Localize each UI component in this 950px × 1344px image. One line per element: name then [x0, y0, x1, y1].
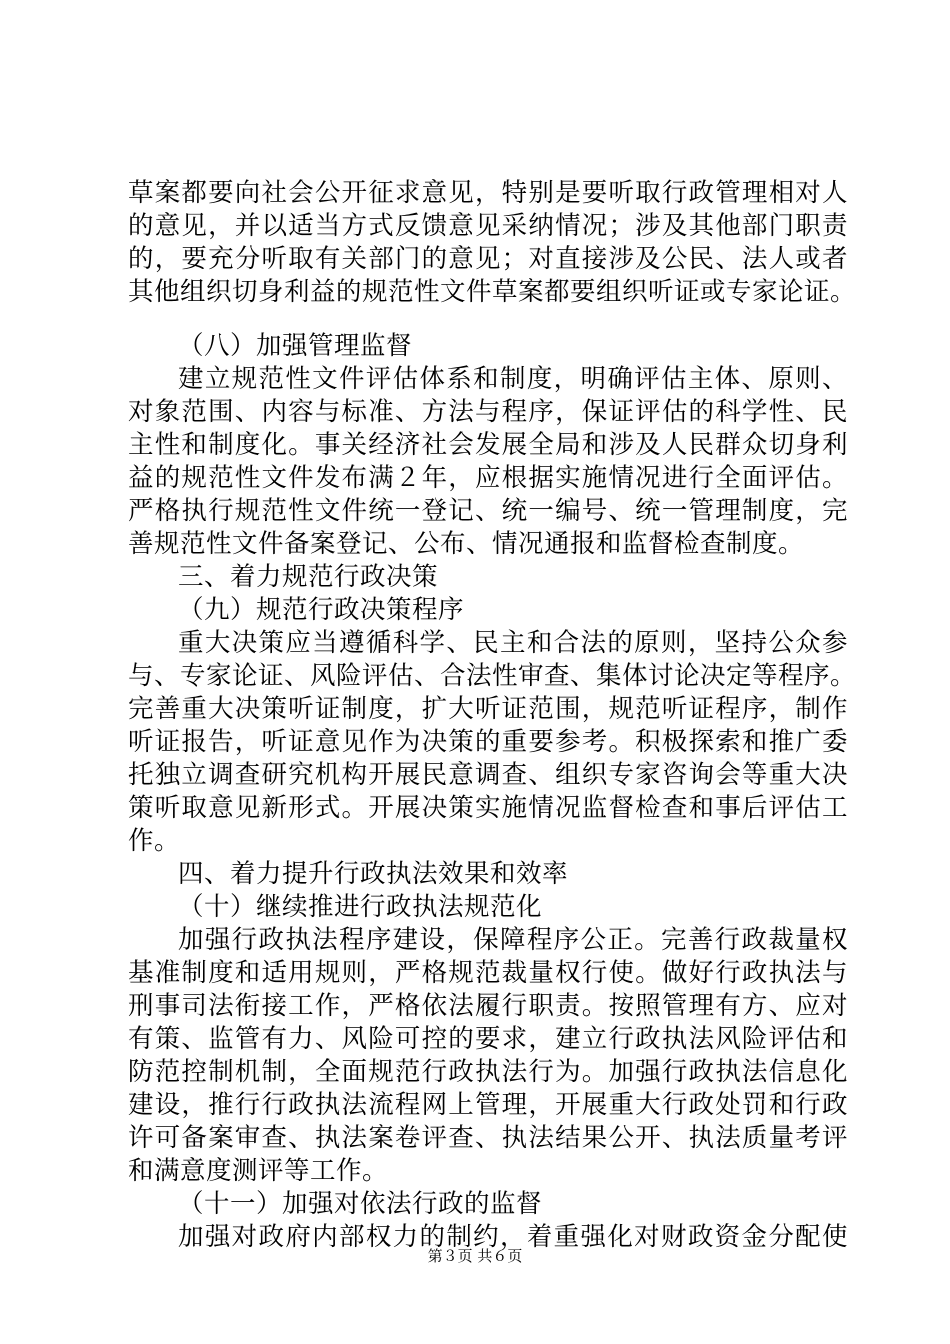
body-line: 建立规范性文件评估体系和制度，明确评估主体、原则、 [178, 364, 848, 394]
body-line: 严格执行规范性文件统一登记、统一编号、统一管理制度，完 [128, 496, 848, 526]
body-line: 善规范性文件备案登记、公布、情况通报和监督检查制度。 [128, 529, 805, 559]
body-line: 策听取意见新形式。开展决策实施情况监督检查和事后评估工 [128, 793, 848, 823]
chapter-heading: 三、着力规范行政决策 [178, 562, 439, 592]
body-line: 的意见，并以适当方式反馈意见采纳情况；涉及其他部门职责 [128, 211, 848, 241]
body-line: 益的规范性文件发布满２年，应根据实施情况进行全面评估。 [128, 463, 848, 493]
section-heading: （九）规范行政决策程序 [178, 595, 465, 625]
body-line: 对象范围、内容与标准、方法与程序，保证评估的科学性、民 [128, 397, 848, 427]
body-line: 作。 [128, 826, 181, 856]
body-line: 的，要充分听取有关部门的意见；对直接涉及公民、法人或者 [128, 244, 848, 274]
page-number-footer: 第３页 共６页 [427, 1247, 523, 1265]
body-line: 与、专家论证、风险评估、合法性审查、集体讨论决定等程序。 [128, 661, 857, 691]
section-heading: （十）继续推进行政执法规范化 [178, 892, 543, 922]
section-heading: （十一）加强对依法行政的监督 [178, 1189, 543, 1219]
body-line: 完善重大决策听证制度，扩大听证范围，规范听证程序，制作 [128, 694, 848, 724]
chapter-heading: 四、着力提升行政执法效果和效率 [178, 859, 569, 889]
body-line: 刑事司法衔接工作，严格依法履行职责。按照管理有方、应对 [128, 991, 848, 1021]
body-line: 加强对政府内部权力的制约，着重强化对财政资金分配使 [178, 1222, 848, 1252]
body-line: 许可备案审查、执法案卷评查、执法结果公开、执法质量考评 [128, 1123, 848, 1153]
body-line: 建设，推行行政执法流程网上管理，开展重大行政处罚和行政 [128, 1090, 848, 1120]
body-line: 其他组织切身利益的规范性文件草案都要组织听证或专家论证。 [128, 277, 857, 307]
body-line: 加强行政执法程序建设，保障程序公正。完善行政裁量权 [178, 925, 848, 955]
body-line: 草案都要向社会公开征求意见，特别是要听取行政管理相对人 [128, 178, 848, 208]
body-line: 听证报告，听证意见作为决策的重要参考。积极探索和推广委 [128, 727, 848, 757]
body-line: 主性和制度化。事关经济社会发展全局和涉及人民群众切身利 [128, 430, 848, 460]
section-heading: （八）加强管理监督 [178, 331, 413, 361]
body-line: 有策、监管有力、风险可控的要求，建立行政执法风险评估和 [128, 1024, 848, 1054]
body-line: 基准制度和适用规则，严格规范裁量权行使。做好行政执法与 [128, 958, 848, 988]
body-line: 重大决策应当遵循科学、民主和合法的原则，坚持公众参 [178, 628, 848, 658]
body-line: 托独立调查研究机构开展民意调查、组织专家咨询会等重大决 [128, 760, 848, 790]
body-line: 和满意度测评等工作。 [128, 1156, 389, 1186]
body-line: 防范控制机制，全面规范行政执法行为。加强行政执法信息化 [128, 1057, 848, 1087]
